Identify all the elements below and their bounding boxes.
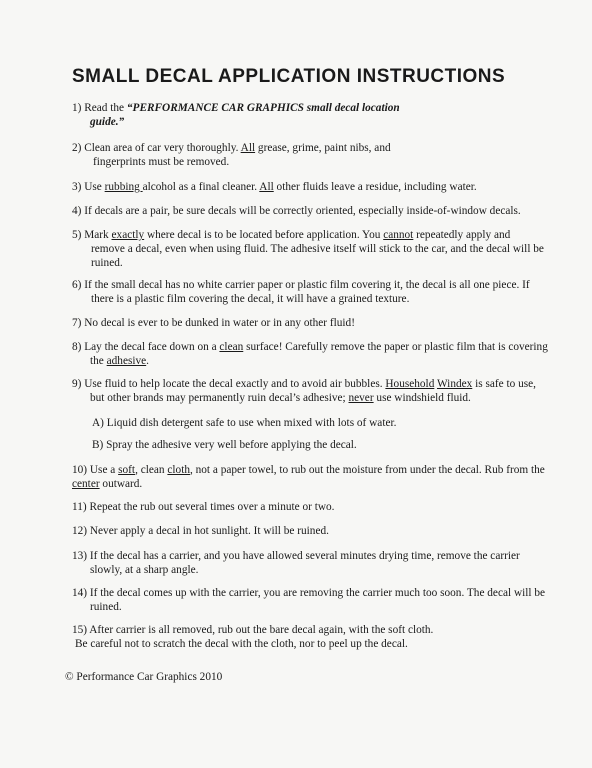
underlined-text: never xyxy=(348,392,374,404)
instruction-line xyxy=(72,549,520,563)
instruction-line xyxy=(72,563,520,577)
page-title: SMALL DECAL APPLICATION INSTRUCTIONS xyxy=(72,66,506,87)
instruction-line xyxy=(92,416,396,430)
text-run: , not a paper towel, to rub out the moisture from under the decal. Rub from the xyxy=(189,464,545,476)
text-run: 9) Use fluid to help locate the decal exactly and to avoid air bubbles. xyxy=(72,378,386,390)
text-run: surface! Carefully remove the paper or plastic film that is covering xyxy=(243,341,548,353)
text-run: but other brands may permanently ruin decal’s adhesive; xyxy=(90,392,349,404)
text-run: A) Liquid dish detergent safe to use when mixed with lots of water. xyxy=(92,417,397,429)
instruction-line xyxy=(72,600,545,614)
instruction-line xyxy=(72,463,545,477)
text-run: 5) Mark xyxy=(72,229,112,241)
text-run: use windshield fluid. xyxy=(373,392,471,404)
underlined-text: soft xyxy=(118,464,136,476)
instruction-line xyxy=(72,637,433,651)
text-run: grease, grime, paint nibs, and xyxy=(255,142,391,154)
instruction-line xyxy=(72,354,548,368)
text-run: 1) Read the xyxy=(72,102,127,114)
instruction-item xyxy=(92,416,396,430)
instruction-line xyxy=(72,500,334,514)
text-run: B) Spray the adhesive very well before applying the decal. xyxy=(92,439,357,451)
instruction-item xyxy=(72,204,521,218)
text-run: . xyxy=(146,355,149,367)
instruction-line xyxy=(72,155,391,169)
instruction-line xyxy=(72,292,530,306)
text-run: is safe to use, xyxy=(472,378,536,390)
instruction-item xyxy=(72,340,548,368)
underlined-text: adhesive xyxy=(106,355,147,367)
underlined-text: Household xyxy=(385,378,435,390)
text-run: there is a plastic film covering the decal, it will have a grained texture. xyxy=(91,293,410,305)
instruction-item xyxy=(72,500,334,514)
instruction-line xyxy=(72,204,521,218)
text-run: , clean xyxy=(135,464,168,476)
instruction-line xyxy=(72,524,329,538)
text-run: 7) No decal is ever to be dunked in water or in any other fluid! xyxy=(72,317,355,329)
instruction-line xyxy=(72,316,355,330)
underlined-text: rubbing xyxy=(104,181,143,193)
instruction-line xyxy=(72,377,536,391)
underlined-text: cloth xyxy=(167,464,190,476)
instruction-line xyxy=(72,242,544,256)
instruction-line xyxy=(72,256,544,270)
instruction-line xyxy=(72,391,536,405)
copyright-notice: © Performance Car Graphics 2010 xyxy=(65,671,223,683)
underlined-text: All xyxy=(259,181,274,193)
text-run: ruined. xyxy=(90,601,122,613)
emphasis-text: “PERFORMANCE CAR GRAPHICS small decal location xyxy=(126,102,400,114)
underlined-text: clean xyxy=(219,341,244,353)
instruction-item xyxy=(72,316,355,330)
text-run: where decal is to be located before application. You xyxy=(144,229,384,241)
underlined-text: All xyxy=(240,142,256,154)
instruction-item xyxy=(72,549,520,577)
text-run: 4) If decals are a pair, be sure decals will be correctly oriented, especially inside-of-window decals. xyxy=(72,205,521,217)
text-run: 2) Clean area of car very thoroughly. xyxy=(72,142,241,154)
text-run: 11) Repeat the rub out several times over a minute or two. xyxy=(72,501,335,513)
instruction-item xyxy=(92,438,357,452)
instruction-line xyxy=(72,340,548,354)
text-run: slowly, at a sharp angle. xyxy=(90,564,199,576)
instruction-item xyxy=(72,180,477,194)
text-run: 12) Never apply a decal in hot sunlight. It will be ruined. xyxy=(72,525,329,537)
underlined-text: exactly xyxy=(111,229,145,241)
text-run: outward. xyxy=(99,478,143,490)
instruction-item xyxy=(72,377,536,405)
underlined-text: cannot xyxy=(383,229,414,241)
instruction-item xyxy=(72,623,433,651)
instruction-line xyxy=(72,115,400,129)
instruction-line xyxy=(72,623,433,637)
text-run: 3) Use xyxy=(72,181,105,193)
instruction-item xyxy=(72,463,545,491)
instruction-line xyxy=(72,477,545,491)
text-run: 15) After carrier is all removed, rub out the bare decal again, with the soft cloth. xyxy=(72,624,434,636)
text-run: alcohol as a final cleaner. xyxy=(142,181,260,193)
underlined-text: center xyxy=(72,478,100,490)
instruction-line xyxy=(72,228,544,242)
text-run: repeatedly apply and xyxy=(413,229,511,241)
text-run: 6) If the small decal has no white carrier paper or plastic film covering it, the decal is all one piece. If xyxy=(72,279,530,291)
instruction-line xyxy=(72,141,391,155)
text-run: remove a decal, even when using fluid. The adhesive itself will stick to the car, and the decal will be xyxy=(91,243,544,255)
text-run: the xyxy=(90,355,107,367)
instruction-line xyxy=(72,180,477,194)
underlined-text: Windex xyxy=(436,378,473,390)
instruction-line xyxy=(92,438,357,452)
instruction-item xyxy=(72,586,545,614)
instruction-item xyxy=(72,524,329,538)
instruction-item xyxy=(72,101,400,129)
instruction-item xyxy=(72,228,544,270)
text-run: Be careful not to scratch the decal with the cloth, nor to peel up the decal. xyxy=(75,638,408,650)
emphasis-text: guide.” xyxy=(90,116,125,128)
instruction-line xyxy=(72,101,400,115)
instruction-item xyxy=(72,278,530,306)
text-run: 14) If the decal comes up with the carrier, you are removing the carrier much too soon. The decal will be xyxy=(72,587,546,599)
text-run: 13) If the decal has a carrier, and you have allowed several minutes drying time, remove the carrier xyxy=(72,550,520,562)
text-run: ruined. xyxy=(91,257,123,269)
text-run: 10) Use a xyxy=(72,464,119,476)
text-run: fingerprints must be removed. xyxy=(93,156,230,168)
text-run: 8) Lay the decal face down on a xyxy=(72,341,220,353)
text-run: other fluids leave a residue, including water. xyxy=(273,181,477,193)
instruction-line xyxy=(72,586,545,600)
instruction-item xyxy=(72,141,391,169)
instruction-line xyxy=(72,278,530,292)
